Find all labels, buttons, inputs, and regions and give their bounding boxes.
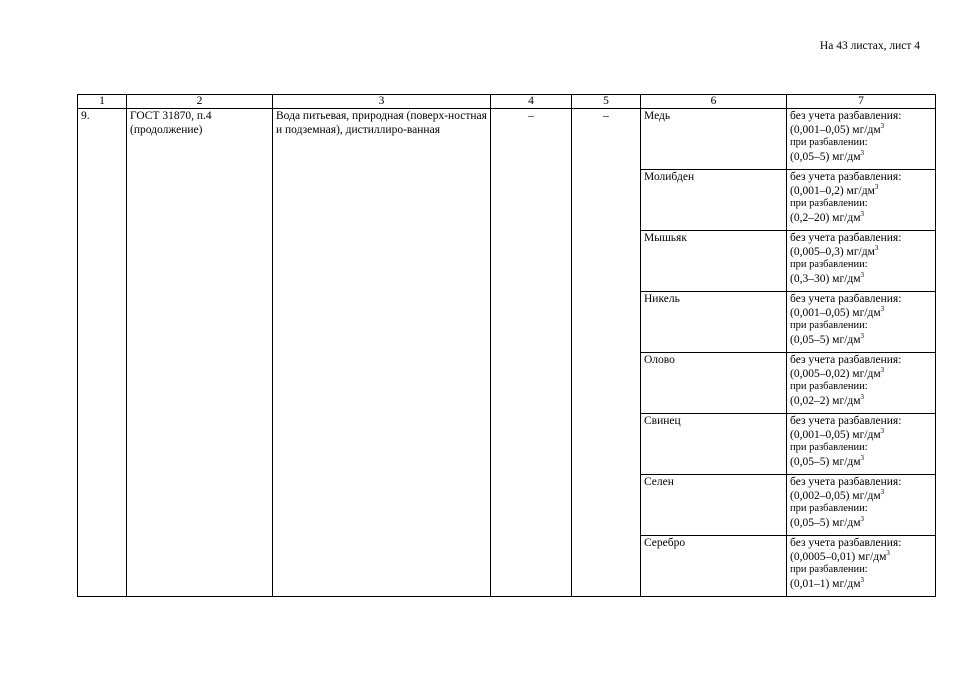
column-header: 6 [641,95,787,109]
measurement-range [787,170,936,231]
table-row [78,109,936,170]
no-dilution-label: без учета разбавления: [790,415,902,427]
column-header: 5 [572,95,641,109]
no-dilution-label: без учета разбавления: [790,232,902,244]
accreditation-table [77,94,936,597]
range-no-dilution: (0,005–0,02) $мг/дм^3$ [790,366,885,381]
measurement-range [787,292,936,353]
with-dilution-label: при разбавлении: [790,137,868,149]
column-header: 1 [78,95,127,109]
element-name: Селен [641,475,787,536]
page-sheet-label: На 43 листах, лист 4 [819,40,920,52]
measurement-range [787,109,936,170]
range-no-dilution: (0,001–0,05) $мг/дм^3$ [790,427,885,442]
measurement-range [787,414,936,475]
no-dilution-label: без учета разбавления: [790,354,902,366]
range-with-dilution: (0,05–5) $мг/дм^3$ [790,515,864,529]
range-with-dilution: (0,05–5) $мг/дм^3$ [790,149,864,163]
range-no-dilution: (0,001–0,2) $мг/дм^3$ [790,183,879,198]
range-with-dilution: (0,05–5) $мг/дм^3$ [790,332,864,346]
column-header: 2 [127,95,273,109]
column-header: 4 [491,95,572,109]
with-dilution-label: при разбавлении: [790,259,868,271]
range-no-dilution: (0,001–0,05) $мг/дм^3$ [790,305,885,320]
with-dilution-label: при разбавлении: [790,503,868,515]
element-name: Серебро [641,536,787,597]
no-dilution-label: без учета разбавления: [790,537,902,549]
row-number: 9. [78,109,127,597]
range-no-dilution: (0,002–0,05) $мг/дм^3$ [790,488,885,503]
column-4-value: – [491,109,572,597]
measurement-range [787,353,936,414]
element-name: Олово [641,353,787,414]
measurement-range [787,536,936,597]
element-name: Мышьяк [641,231,787,292]
measurement-range [787,231,936,292]
range-no-dilution: (0,005–0,3) $мг/дм^3$ [790,244,879,259]
element-name: Медь [641,109,787,170]
no-dilution-label: без учета разбавления: [790,110,902,122]
with-dilution-label: при разбавлении: [790,442,868,454]
range-with-dilution: (0,05–5) $мг/дм^3$ [790,454,864,468]
range-with-dilution: (0,02–2) $мг/дм^3$ [790,393,864,407]
with-dilution-label: при разбавлении: [790,320,868,332]
column-header: 3 [273,95,491,109]
with-dilution-label: при разбавлении: [790,198,868,210]
measurement-range [787,475,936,536]
element-name: Молибден [641,170,787,231]
no-dilution-label: без учета разбавления: [790,293,902,305]
range-with-dilution: (0,3–30) $мг/дм^3$ [790,271,864,285]
no-dilution-label: без учета разбавления: [790,476,902,488]
method-document: ГОСТ 31870, п.4 (продолжение) [127,109,273,597]
with-dilution-label: при разбавлении: [790,564,868,576]
range-with-dilution: (0,01–1) $мг/дм^3$ [790,576,864,590]
with-dilution-label: при разбавлении: [790,381,868,393]
column-header: 7 [787,95,936,109]
column-5-value: – [572,109,641,597]
column-number-row [78,95,936,109]
range-no-dilution: (0,0005–0,01) $мг/дм^3$ [790,549,890,564]
no-dilution-label: без учета разбавления: [790,171,902,183]
range-no-dilution: (0,001–0,05) $мг/дм^3$ [790,122,885,137]
element-name: Свинец [641,414,787,475]
test-object: Вода питьевая, природная (поверх-ностная и подземная), дистиллиро-ванная [273,109,491,597]
element-name: Никель [641,292,787,353]
range-with-dilution: (0,2–20) $мг/дм^3$ [790,210,864,224]
